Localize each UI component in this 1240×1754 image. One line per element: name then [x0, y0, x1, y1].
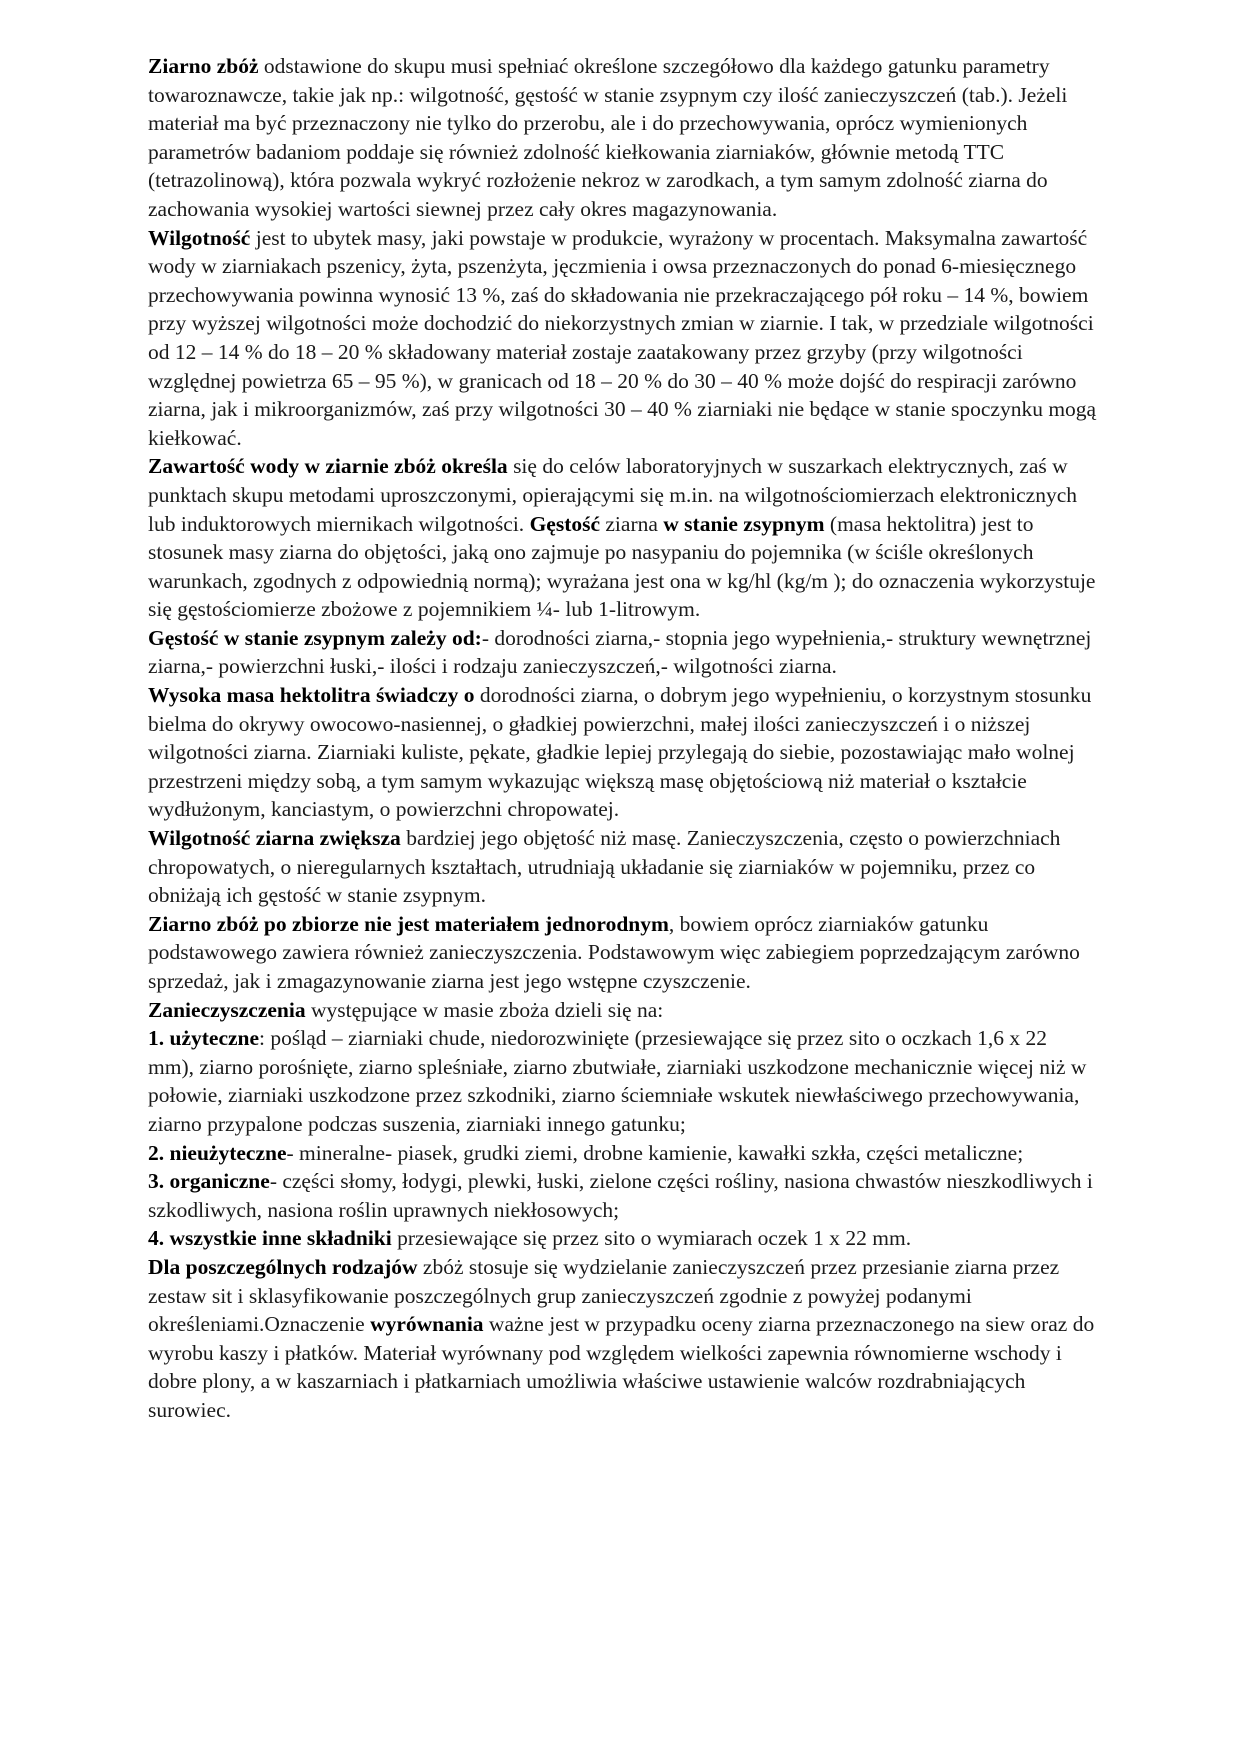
term-zanieczyszczenia: Zanieczyszczenia — [148, 997, 306, 1022]
paragraph-text: ważne jest w przypadku oceny ziarna przeznaczonego na siew oraz do wyrobu kaszy i płatków. Materiał wyrównany pod względem wielkości zapewnia równomierne wschody i dobre plony, a w kaszarniach i płatkarniach umożliwia właściwe ustawienie walców rozdrabniających surowiec. — [148, 1312, 1095, 1422]
document-page — [148, 52, 1098, 1425]
list-item-organic — [148, 1167, 1098, 1224]
paragraph-text: odstawione do skupu musi spełniać określone szczegółowo dla każdego gatunku parametry towaroznawcze, takie jak np.: wilgotność, gęstość w stanie zsypnym czy ilość zanieczyszczeń (tab.). Jeżeli materiał ma być przeznaczony nie tylko do przerobu, ale i do przechowywania, oprócz wymienionych parametrów badaniom poddaje się również zdolność kiełkowania ziarniaków, głównie metodą TTC (tetrazolinową), która pozwala wykryć rozłożenie nekroz w zarodkach, a tym samym zdolność ziarna do zachowania wysokiej wartości siewnej przez cały okres magazynowania. — [148, 54, 1068, 221]
list-item-useless — [148, 1139, 1098, 1168]
term-gestosc-zalezy-od: Gęstość w stanie zsypnym zależy od: — [148, 625, 482, 650]
term-ziarno-niejednorodne: Ziarno zbóż po zbiorze nie jest materiałem jednorodnym — [148, 911, 669, 936]
term-dla-poszczegolnych-rodzajow: Dla poszczególnych rodzajów — [148, 1254, 418, 1279]
paragraph-sieving — [148, 1253, 1098, 1425]
term-wysoka-masa-hektolitra: Wysoka masa hektolitra świadczy o — [148, 683, 475, 708]
list-item-useful — [148, 1024, 1098, 1138]
term-wyrownania: wyrównania — [370, 1312, 484, 1337]
term-gestosc: Gęstość — [529, 511, 601, 536]
paragraph-text: jest to ubytek masy, jaki powstaje w produkcie, wyrażony w procentach. Maksymalna zawartość wody w ziarniakach pszenicy, żyta, pszenżyta, jęczmienia i owsa przeznaczonych do ponad 6-miesięcznego przechowywania powinna wynosić 13 %, zaś do składowania nie przekraczającego pół roku – 14 %, bowiem przy wyższej wilgotności może dochodzić do niekorzystnych zmian w ziarnie. I tak, w przedziale wilgotności od 12 – 14 % do 18 – 20 % składowany materiał zostaje zaatakowany przez grzyby (przy wilgotności względnej powietrza 65 – 95 %), w granicach od 18 – 20 % do 30 – 40 % może dojść do respiracji zarówno ziarna, jak i mikroorganizmów, zaś przy wilgotności 30 – 40 % ziarniaki nie będące w stanie spoczynku mogą kiełkować. — [148, 225, 1097, 450]
paragraph-impurities-intro — [148, 996, 1098, 1025]
list-item-other — [148, 1224, 1098, 1253]
paragraph-text: występujące w masie zboża dzieli się na: — [305, 997, 664, 1022]
paragraph-text: się do celów laboratoryjnych w suszarkach elektrycznych, zaś w punktach skupu metodami uproszczonymi, opierającymi się m.in. na wilgotnościomierzach elektronicznych lub induktorowych miernikach wilgotności. — [148, 454, 1078, 536]
term-nieuzyteczne: 2. nieużyteczne — [148, 1140, 287, 1165]
paragraph-density-factors — [148, 624, 1098, 681]
term-organiczne: 3. organiczne — [148, 1169, 270, 1194]
paragraph-water-content — [148, 452, 1098, 624]
term-zawartosc-wody: Zawartość wody w ziarnie zbóż określa — [148, 454, 508, 479]
paragraph-grain-parameters — [148, 52, 1098, 224]
paragraph-text: - części słomy, łodygi, plewki, łuski, zielone części rośliny, nasiona chwastów nieszkodliwych i szkodliwych, nasiona roślin uprawnych niekłosowych; — [148, 1169, 1093, 1222]
paragraph-hectolitre-mass — [148, 681, 1098, 824]
paragraph-non-homogeneous — [148, 910, 1098, 996]
paragraph-text: ziarna — [600, 511, 664, 536]
term-uzyteczne: 1. użyteczne — [148, 1026, 260, 1051]
term-wilgotnosc: Wilgotność — [148, 225, 251, 250]
term-w-stanie-zsypnym: w stanie zsypnym — [663, 511, 825, 536]
paragraph-text: bardziej jego objętość niż masę. Zanieczyszczenia, często o powierzchniach chropowatych, o nieregularnych kształtach, utrudniają układanie się ziarniaków w pojemniku, przez co obniżają ich gęstość w stanie zsypnym. — [148, 826, 1061, 908]
paragraph-text: zbóż stosuje się wydzielanie zanieczyszczeń przez przesianie ziarna przez zestaw sit i sklasyfikowanie poszczególnych grup zanieczyszczeń zgodnie z powyżej podanymi określeniami.Oznaczenie — [148, 1254, 1060, 1337]
paragraph-text: - mineralne- piasek, grudki ziemi, drobne kamienie, kawałki szkła, części metaliczne; — [286, 1140, 1024, 1165]
term-wilgotnosc-ziarna-zwieksza: Wilgotność ziarna zwiększa — [148, 826, 401, 851]
paragraph-text: - dorodności ziarna,- stopnia jego wypełnienia,- struktury wewnętrznej ziarna,- powierzchni łuski,- ilości i rodzaju zanieczyszczeń,- wilgotności ziarna. — [148, 625, 1092, 679]
paragraph-moisture — [148, 224, 1098, 453]
paragraph-text: (masa hektolitra) jest to stosunek masy ziarna do objętości, jaką ono zajmuje po nasypaniu do pojemnika (w ściśle określonych warunkach, zgodnych z odpowiednią normą); wyrażana jest ona w kg/hl (kg/m ); do oznaczenia wykorzystuje się gęstościomierze zbożowe z pojemnikiem ¼- lub 1-litrowym. — [148, 511, 1096, 622]
paragraph-moisture-volume — [148, 824, 1098, 910]
paragraph-text: : pośląd – ziarniaki chude, niedorozwinięte (przesiewające się przez sito o oczkach 1,6 x 22 mm), ziarno porośnięte, ziarno spleśniałe, ziarno zbutwiałe, ziarniaki uszkodzone mechanicznie więcej niż w połowie, ziarniaki uszkodzone przez szkodniki, ziarno ściemniałe wskutek niewłaściwego przechowywania, ziarno przypalone podczas suszenia, ziarniaki innego gatunku; — [148, 1026, 1087, 1136]
term-wszystkie-inne-skladniki: 4. wszystkie inne składniki — [148, 1226, 392, 1251]
paragraph-text: , bowiem oprócz ziarniaków gatunku podstawowego zawiera również zanieczyszczenia. Podstawowym więc zabiegiem poprzedzającym zarówno sprzedaż, jak i zmagazynowanie ziarna jest jego wstępne czyszczenie. — [148, 911, 1080, 993]
paragraph-text: dorodności ziarna, o dobrym jego wypełnieniu, o korzystnym stosunku bielma do okrywy owocowo-nasiennej, o gładkiej powierzchni, małej ilości zanieczyszczeń i o niższej wilgotności ziarna. Ziarniaki kuliste, pękate, gładkie lepiej przylegają do siebie, pozostawiając mało wolnej przestrzeni między sobą, a tym samym wykazując większą masę objętościową niż materiał o kształcie wydłużonym, kanciastym, o powierzchni chropowatej. — [148, 683, 1092, 822]
term-ziarno-zboz: Ziarno zbóż — [148, 54, 259, 78]
paragraph-text: przesiewające się przez sito o wymiarach oczek 1 x 22 mm. — [391, 1226, 912, 1251]
